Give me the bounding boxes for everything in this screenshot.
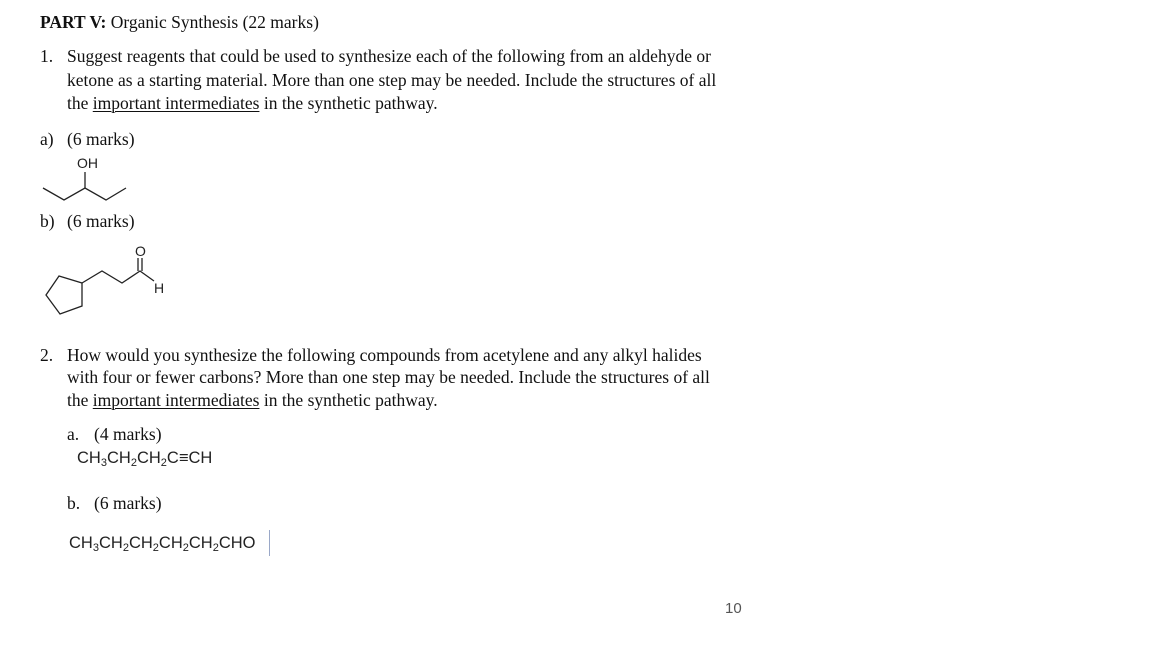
q2b-formula-sub-3: 2 [152,542,159,554]
q2b-formula-sub-1: 3 [92,542,99,554]
q2-line-3-pre: the [67,390,93,410]
q2b-label: b. [67,493,81,513]
q2a-formula-ch-3: CH [136,449,161,467]
q1-line-3-pre: the [67,93,93,113]
q1a-label: a) [40,129,54,149]
q2b-formula-ch-5: CH [188,534,213,552]
q2b-formula-ch-2: CH [98,534,123,552]
q2a-formula-sub-3: 2 [160,457,167,469]
q2-number: 2. [40,345,54,365]
q2b-formula-aldehyde: CHO [218,534,256,552]
q1b-h-label: H [154,280,165,296]
text-cursor[interactable] [269,530,270,556]
q1b-label: b) [40,211,55,231]
q2a-formula-sub-2: 2 [130,457,137,469]
q2a-formula-ch-2: CH [106,449,131,467]
q2b-formula-sub-4: 2 [182,542,189,554]
q2a-formula [77,449,212,468]
part-heading-bold: PART V: [40,12,107,32]
q2b-formula-ch-4: CH [158,534,183,552]
q2b-formula-ch-1: CH [69,534,93,552]
q2b-formula-sub-5: 2 [212,542,219,554]
part-heading-rest: Organic Synthesis (22 marks) [106,12,319,32]
q2b-marks: (6 marks) [94,493,162,513]
q2a-label: a. [67,424,80,444]
q2a-formula-ch-1: CH [77,449,101,467]
q2a-formula-alkyne: C≡CH [166,449,213,467]
q1-important-intermediates: important intermediates [92,93,260,113]
q2-line-1: How would you synthesize the following compounds from acetylene and any alkyl halides [67,345,702,365]
q1-line-3-post: in the synthetic pathway. [259,93,438,113]
q1-number: 1. [40,46,54,66]
q2b-formula-sub-2: 2 [122,542,129,554]
q1b-marks: (6 marks) [67,211,135,231]
q1a-marks: (6 marks) [67,129,135,149]
q2-line-3-post: in the synthetic pathway. [259,390,438,410]
q2-line-3 [67,390,438,411]
q1b-o-label: O [135,243,146,259]
page-number: 10 [725,600,742,617]
q2a-formula-sub-1: 3 [100,457,107,469]
q2b-formula-ch-3: CH [128,534,153,552]
q1-line-2: ketone as a starting material. More than one step may be needed. Include the structures of all [67,70,717,90]
q2b-formula [69,534,256,553]
q2a-marks: (4 marks) [94,424,162,444]
q2-important-intermediates: important intermediates [92,390,260,410]
q2-line-2: with four or fewer carbons? More than one step may be needed. Include the structures of all [67,367,710,387]
q1a-oh-label: OH [77,155,98,171]
q1-line-1: Suggest reagents that could be used to synthesize each of the following from an aldehyde or [67,46,711,66]
